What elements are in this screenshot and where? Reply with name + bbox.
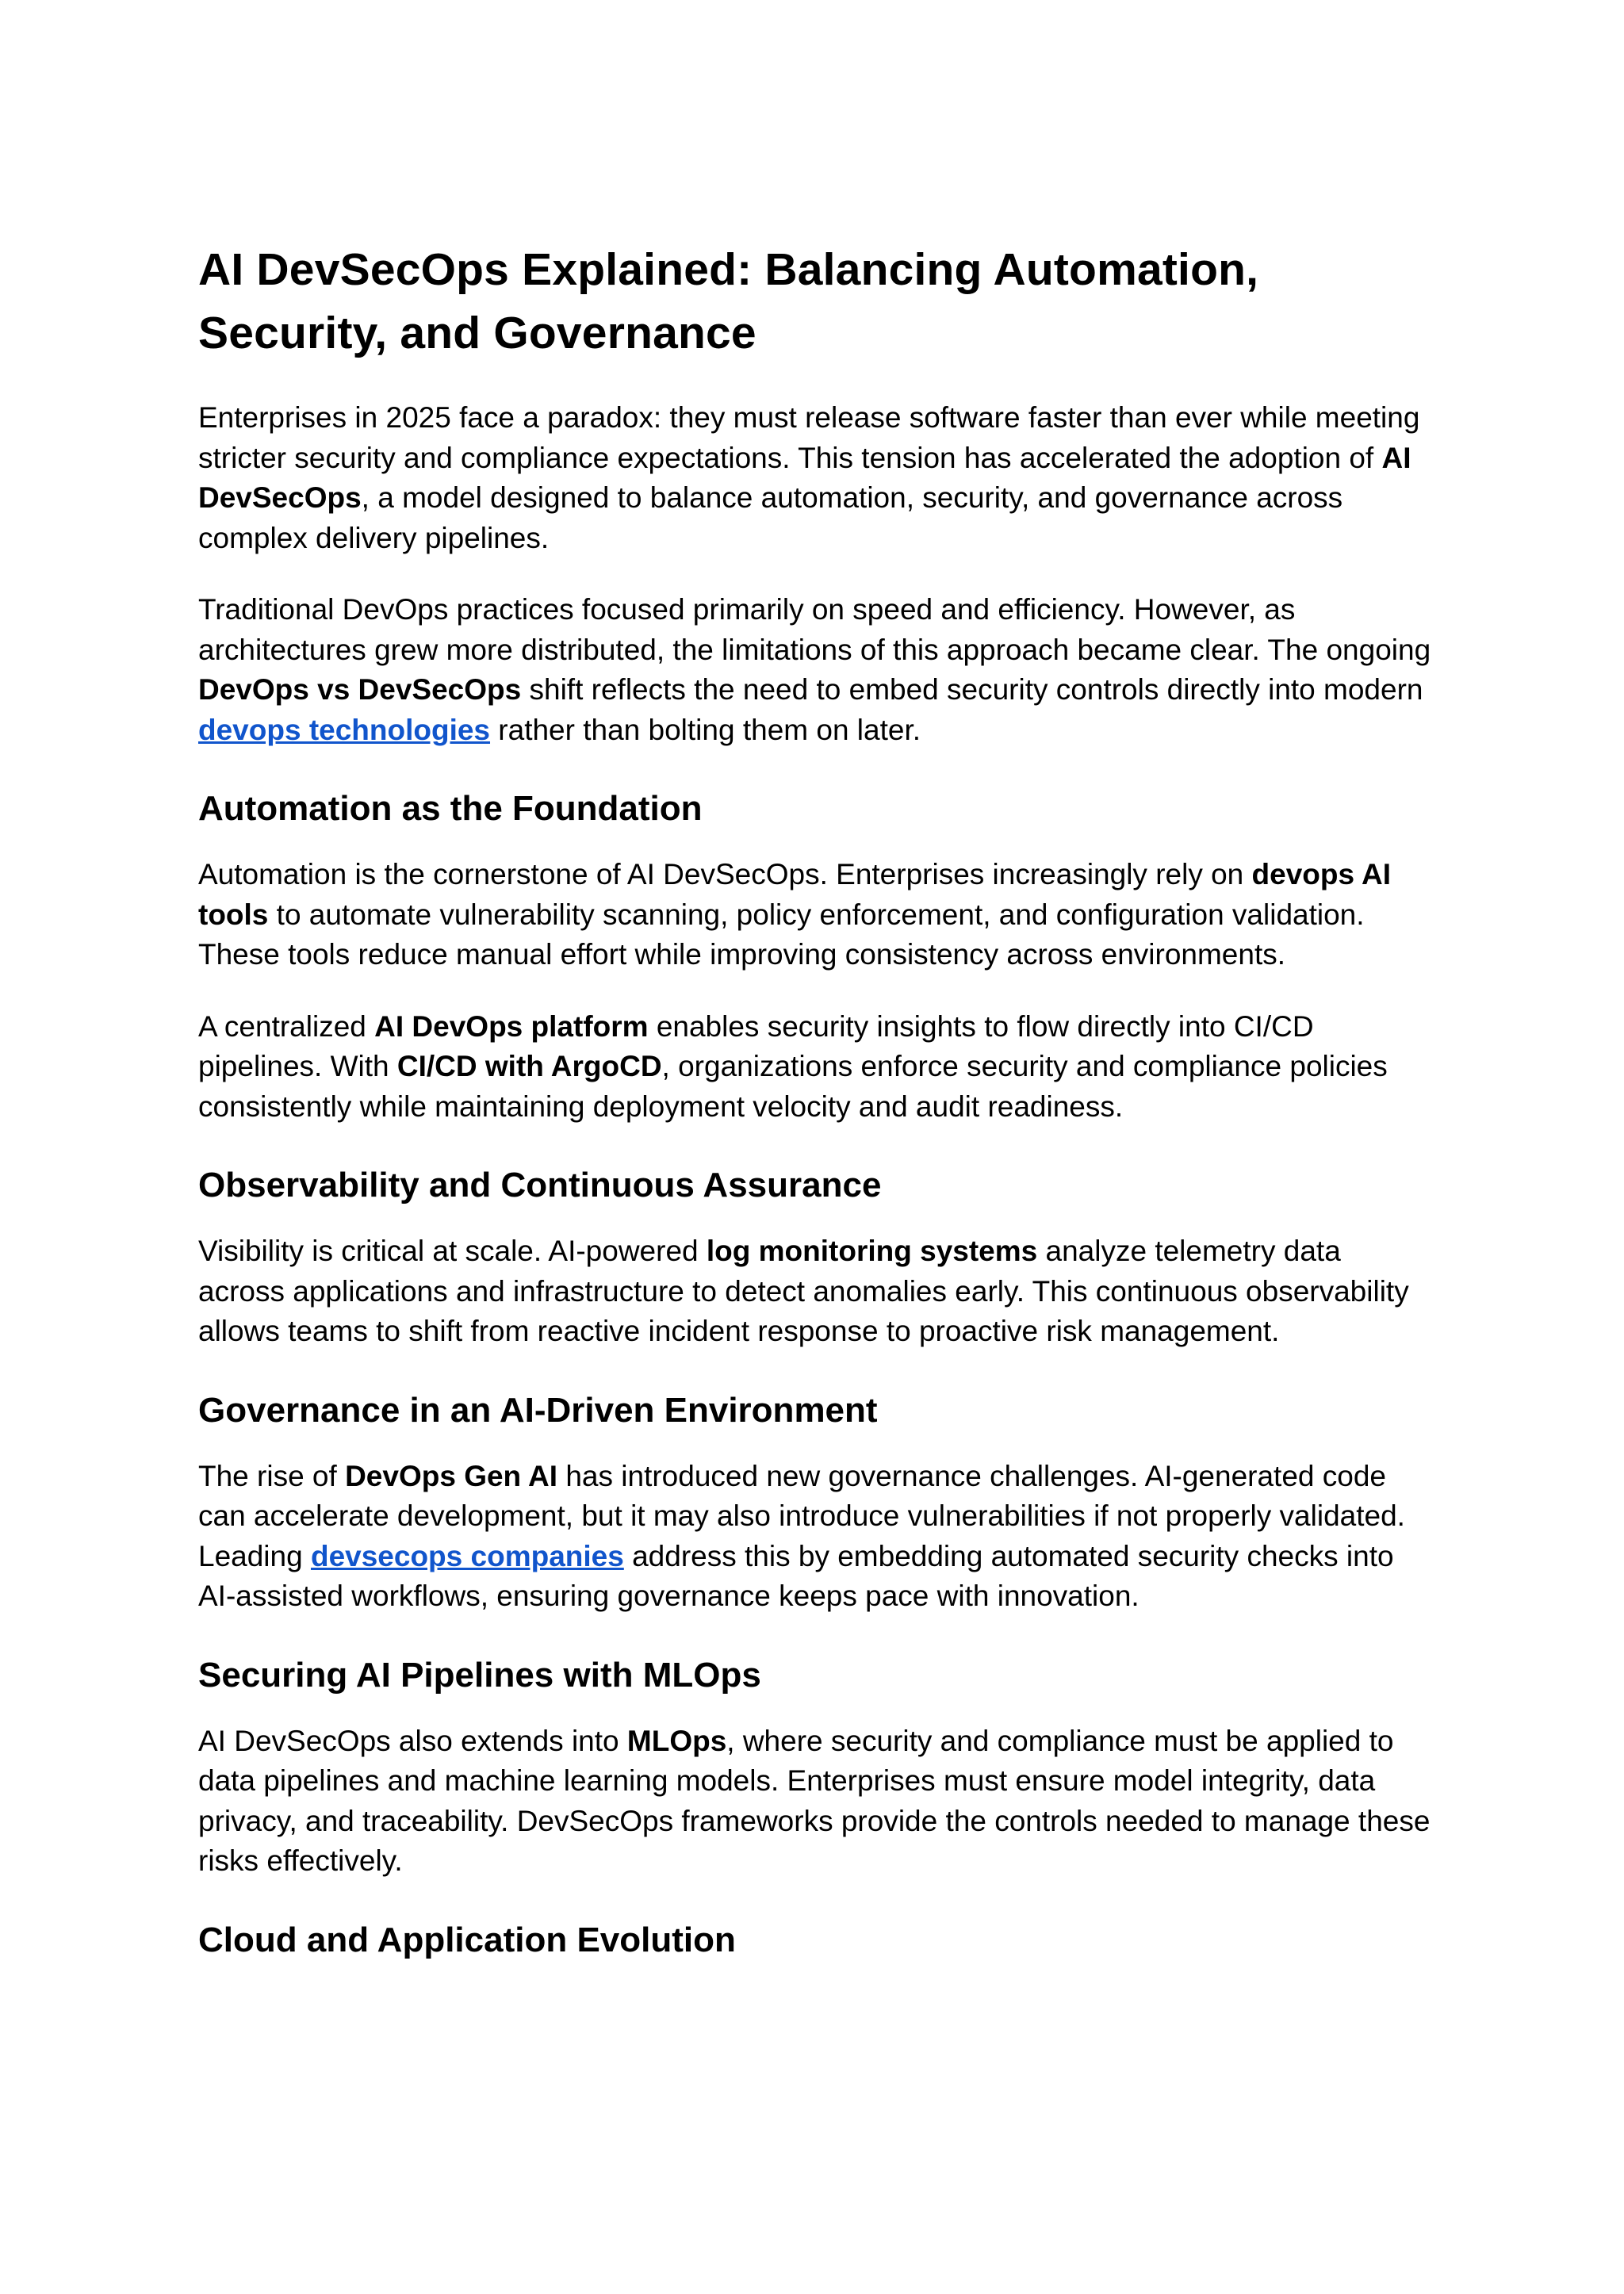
observability-paragraph — [198, 1231, 1435, 1352]
section-heading-mlops: Securing AI Pipelines with MLOps — [198, 1655, 761, 1695]
text-run: , a model designed to balance automation, security, and governance across complex delivery pipelines. — [198, 481, 1343, 554]
section-heading-automation: Automation as the Foundation — [198, 789, 703, 828]
bold-term-cicd-argocd: CI/CD with ArgoCD — [396, 1050, 662, 1082]
bold-term-mlops: MLOps — [626, 1724, 727, 1757]
text-run: , where security and compliance must be applied to data pipelines and machine learning models. Enterprises must ensure model integrity, data privacy, and traceability. DevSecOps frameworks provide the controls needed to manage these risks effectively. — [198, 1724, 1431, 1877]
text-run: The rise of — [198, 1459, 346, 1492]
automation-paragraph-1 — [198, 855, 1435, 975]
bold-term-log-monitoring: log monitoring systems — [706, 1235, 1038, 1267]
text-run: , organizations enforce security and compliance policies consistently while maintaining deployment velocity and audit readiness. — [198, 1050, 1388, 1123]
text-run: AI DevSecOps also extends into — [198, 1724, 627, 1757]
text-run: Visibility is critical at scale. AI-powered — [198, 1235, 707, 1267]
text-run: Traditional DevOps practices focused primarily on speed and efficiency. However, as architectures grew more distributed, the limitations of this approach became clear. The ongoing — [198, 593, 1431, 666]
text-run: rather than bolting them on later. — [490, 713, 921, 746]
link-devops-technologies[interactable]: devops technologies — [198, 713, 491, 746]
intro-paragraph-1 — [198, 398, 1435, 558]
bold-term-ai-devsecops: AI DevSecOps — [198, 441, 1411, 514]
text-run: analyze telemetry data across applications and infrastructure to detect anomalies early. This continuous observability allows teams to shift from reactive incident response to proactive risk management. — [198, 1235, 1409, 1347]
bold-term-devops-vs-devsecops: DevOps vs DevSecOps — [198, 673, 522, 706]
mlops-paragraph — [198, 1721, 1435, 1882]
text-run: shift reflects the need to embed security controls directly into modern — [521, 673, 1423, 706]
bold-term-devops-gen-ai: DevOps Gen AI — [345, 1459, 558, 1492]
text-run: address this by embedding automated security checks into AI-assisted workflows, ensuring governance keeps pace with innovation. — [198, 1539, 1394, 1612]
intro-paragraph-2 — [198, 590, 1435, 750]
text-run: enables security insights to flow directly into CI/CD pipelines. With — [198, 1009, 1314, 1082]
bold-term-devops-ai-tools: devops AI tools — [198, 858, 1391, 931]
text-run: Enterprises in 2025 face a paradox: they must release software faster than ever while meeting stricter security and compliance expectations. This tension has accelerated the adoption of — [198, 401, 1420, 474]
text-run: A centralized — [198, 1009, 375, 1043]
link-devsecops-companies[interactable]: devsecops companies — [310, 1539, 624, 1572]
section-heading-governance: Governance in an AI-Driven Environment — [198, 1390, 878, 1430]
section-heading-cloud: Cloud and Application Evolution — [198, 1920, 736, 1959]
automation-paragraph-2 — [198, 1007, 1435, 1128]
text-run: Automation is the cornerstone of AI DevSecOps. Enterprises increasingly rely on — [198, 858, 1252, 890]
document-title: AI DevSecOps Explained: Balancing Automation, Security, and Governance — [198, 244, 1259, 358]
governance-paragraph — [198, 1457, 1435, 1617]
document-page — [198, 238, 1435, 1986]
bold-term-ai-devops-platform: AI DevOps platform — [374, 1009, 649, 1043]
section-heading-observability: Observability and Continuous Assurance — [198, 1166, 882, 1204]
text-run: has introduced new governance challenges. AI-generated code can accelerate development, but it may also introduce vulnerabilities if not properly validated. Leading — [198, 1459, 1405, 1572]
text-run: to automate vulnerability scanning, policy enforcement, and configuration validation. These tools reduce manual effort while improving consistency across environments. — [198, 898, 1365, 971]
